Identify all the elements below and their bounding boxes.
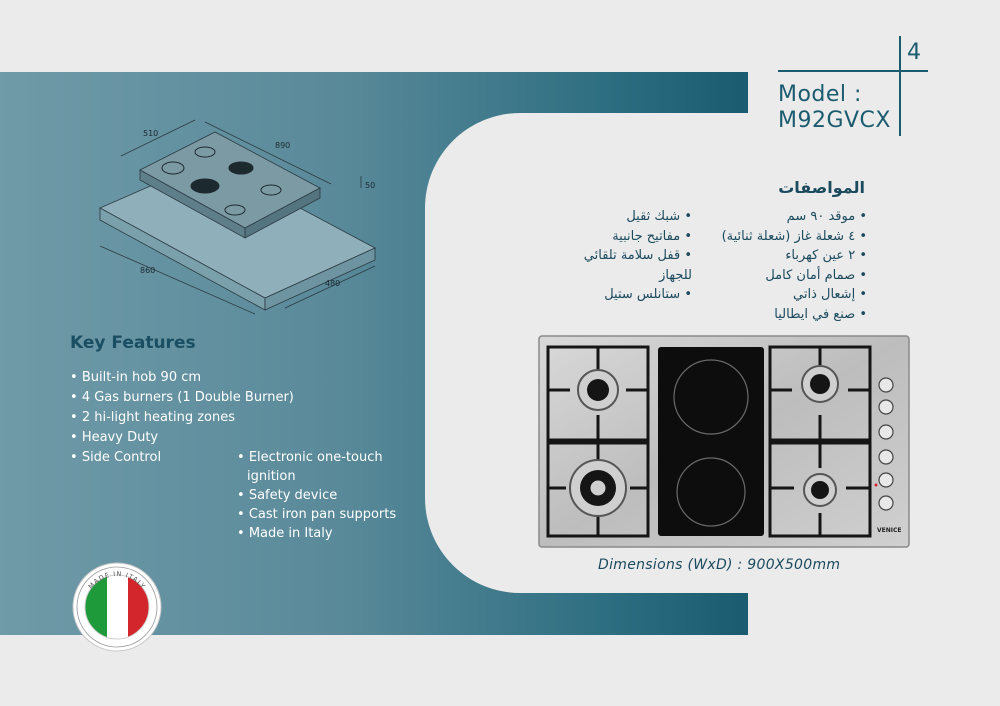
spec-item: • صنع في ايطاليا <box>722 305 867 325</box>
dim-width-top: 890 <box>275 141 291 150</box>
feature-item-continued: ignition <box>247 469 296 484</box>
model-label: Model : <box>777 82 862 107</box>
technical-drawing <box>95 118 380 318</box>
dim-width-cutout: 860 <box>140 266 156 275</box>
key-features-title: Key Features <box>70 333 196 353</box>
spec-item: • قفل سلامة تلقائي <box>584 246 692 266</box>
feature-item: • Heavy Duty <box>70 428 294 448</box>
model-code: M92GVCX <box>777 108 891 133</box>
feature-item: • Safety device <box>237 486 396 505</box>
specs-list-right-ar <box>722 207 867 324</box>
feature-item: • Cast iron pan supports <box>237 505 396 524</box>
dim-height: 50 <box>365 181 376 190</box>
dim-depth-cutout: 480 <box>325 279 341 288</box>
model-block <box>778 82 891 134</box>
feature-item: • Made in Italy <box>237 524 396 543</box>
hob-brand: VENICE <box>877 527 902 534</box>
seal-text: MADE IN ITALY <box>86 569 148 591</box>
spec-item: • موقد ٩٠ سم <box>722 207 867 227</box>
spec-item: • صمام أمان كامل <box>722 266 867 286</box>
spec-item: • ٤ شعلة غاز (شعلة ثنائية) <box>722 227 867 247</box>
spec-item: • إشعال ذاتي <box>722 285 867 305</box>
made-in-italy-seal <box>72 562 162 652</box>
dimensions-caption: Dimensions (WxD) : 900X500mm <box>598 557 841 573</box>
specs-title-ar: المواصفات <box>778 178 865 197</box>
key-features-list-2 <box>237 448 396 543</box>
spec-item: • ستانلس ستيل <box>584 285 692 305</box>
spec-item-continued: للجهاز <box>659 267 692 283</box>
feature-item: • 2 hi-light heating zones <box>70 408 294 428</box>
header-divider-vertical <box>899 36 901 136</box>
spec-item: • مفاتيح جانبية <box>584 227 692 247</box>
hob-product-image <box>538 335 910 548</box>
feature-item: • 4 Gas burners (1 Double Burner) <box>70 388 294 408</box>
spec-item: • ٢ عين كهرباء <box>722 246 867 266</box>
header-divider-horizontal <box>778 70 928 72</box>
page-number: 4 <box>907 40 921 65</box>
feature-item: • Built-in hob 90 cm <box>70 368 294 388</box>
feature-item: • Electronic one-touch <box>237 448 396 467</box>
dim-depth-top: 510 <box>143 129 159 138</box>
feature-item: • Side Control <box>70 448 294 468</box>
specs-list-left-ar <box>584 207 692 305</box>
spec-item: • شبك ثقيل <box>584 207 692 227</box>
